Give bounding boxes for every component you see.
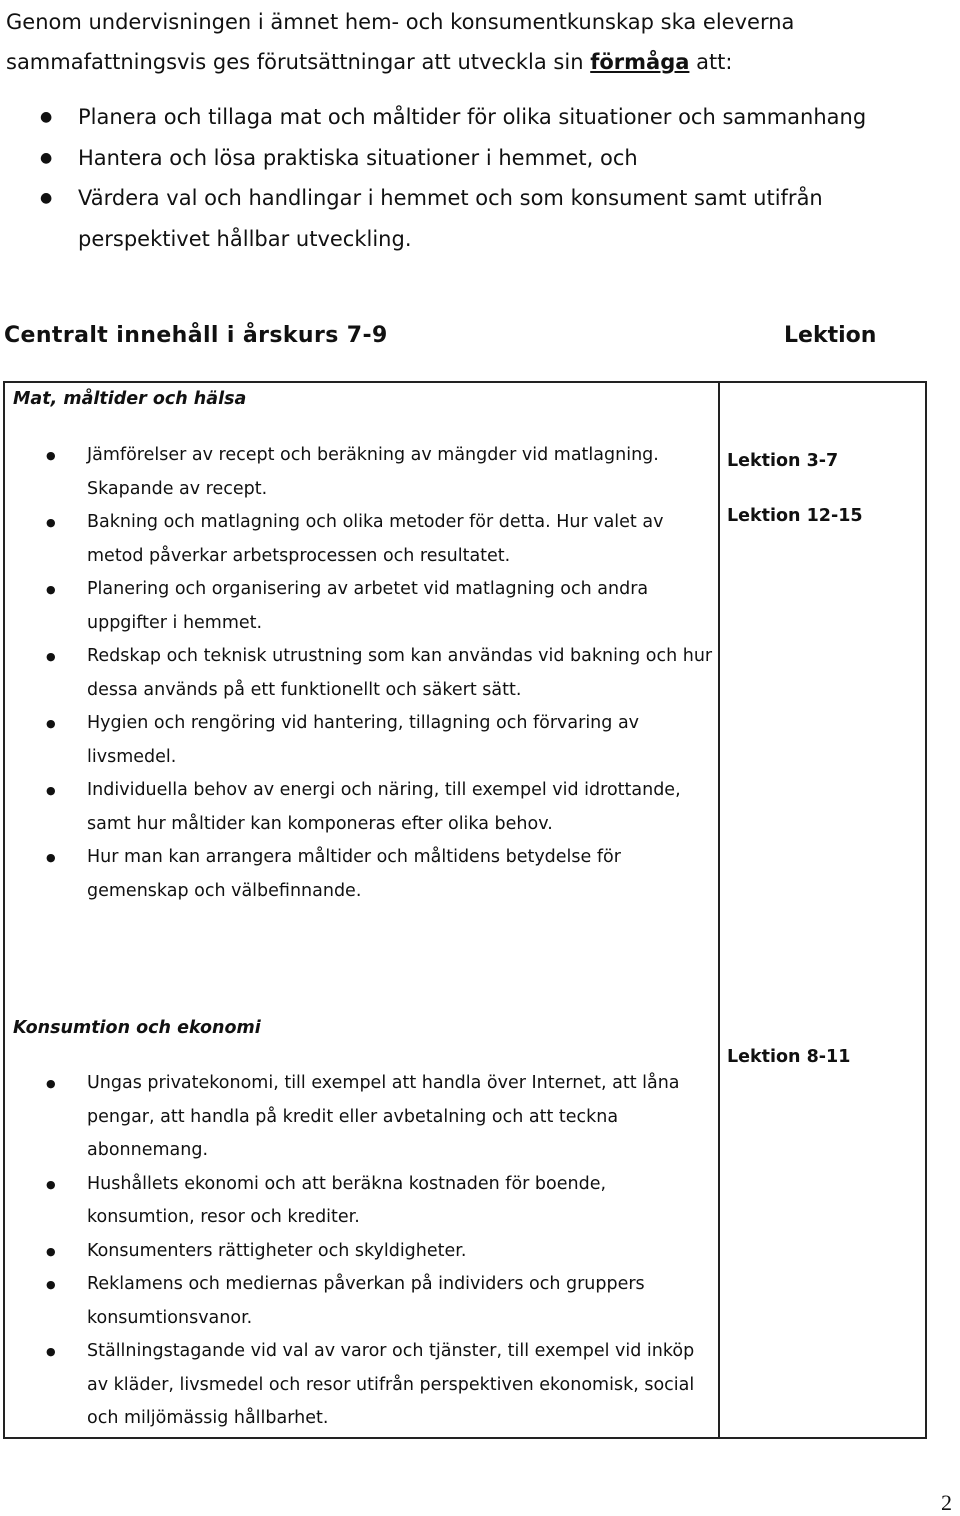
- ability-text: Värdera val och handlingar i hemmet och som konsument samt utifrån perspektivet hållbar utveckling.: [78, 186, 823, 251]
- section-list-food: [46, 439, 714, 908]
- list-item: [46, 506, 714, 573]
- list-item-text: Individuella behov av energi och näring, till exempel vid idrottande, samt hur måltider kan komponeras efter olika behov.: [87, 780, 681, 834]
- intro-emphasis: förmåga: [590, 50, 690, 74]
- content-heading: Centralt innehåll i årskurs 7-9: [4, 323, 388, 348]
- bullet-icon: ●: [46, 1177, 56, 1191]
- list-item: [46, 841, 714, 908]
- bullet-icon: ●: [40, 109, 53, 125]
- section-title-food: Mat, måltider och hälsa: [13, 389, 247, 409]
- bullet-icon: ●: [46, 784, 56, 797]
- list-item-text: Redskap och teknisk utrustning som kan användas vid bakning och hur dessa används på ett funktionellt och säkert sätt.: [87, 646, 713, 700]
- bullet-icon: ●: [46, 717, 56, 730]
- list-item-text: Planering och organisering av arbetet vid matlagning och andra uppgifter i hemmet.: [87, 579, 649, 633]
- list-item-text: Hushållets ekonomi och att beräkna kostnaden för boende, konsumtion, resor och krediter.: [87, 1173, 607, 1227]
- section-title-economy: Konsumtion och ekonomi: [13, 1018, 261, 1038]
- list-item: [46, 1168, 714, 1235]
- list-item: [40, 178, 950, 259]
- bullet-icon: ●: [46, 1244, 56, 1258]
- list-item-text: Jämförelser av recept och beräkning av mängder vid matlagning. Skapande av recept.: [87, 445, 659, 499]
- list-item-text: Ungas privatekonomi, till exempel att handla över Internet, att låna pengar, att handla på kredit eller avbetalning och att teckna abonnemang.: [87, 1073, 680, 1160]
- lesson-label: Lektion 8-11: [727, 1047, 851, 1067]
- column-divider: [718, 381, 720, 1439]
- bullet-icon: ●: [46, 1077, 56, 1090]
- intro-paragraph: [6, 2, 956, 82]
- list-item: [46, 1067, 714, 1168]
- bullet-icon: ●: [46, 449, 56, 462]
- bullet-icon: ●: [46, 1278, 56, 1291]
- page-number: 2: [941, 1490, 952, 1515]
- bullet-icon: ●: [46, 650, 56, 663]
- bullet-icon: ●: [40, 190, 53, 206]
- ability-text: Planera och tillaga mat och måltider för olika situationer och sammanhang: [78, 105, 867, 129]
- lesson-label: Lektion 3-7: [727, 451, 839, 471]
- abilities-list: [40, 97, 950, 259]
- lesson-label: Lektion 12-15: [727, 506, 863, 526]
- list-item: [46, 774, 714, 841]
- list-item-text: Reklamens och mediernas påverkan på individers och gruppers konsumtionsvanor.: [87, 1274, 645, 1328]
- list-item: [46, 573, 714, 640]
- ability-text: Hantera och lösa praktiska situationer i hemmet, och: [78, 145, 638, 170]
- bullet-icon: ●: [46, 583, 56, 596]
- list-item: [46, 640, 714, 707]
- list-item: [46, 1268, 714, 1335]
- list-item: [40, 97, 950, 138]
- list-item: [46, 1335, 714, 1436]
- bullet-icon: ●: [46, 851, 56, 864]
- list-item: [46, 1235, 714, 1269]
- list-item-text: Bakning och matlagning och olika metoder för detta. Hur valet av metod påverkar arbetsprocessen och resultatet.: [87, 512, 664, 566]
- list-item-text: Hur man kan arrangera måltider och måltidens betydelse för gemenskap och välbefinnande.: [87, 847, 621, 901]
- list-item: [46, 439, 714, 506]
- section-list-economy: [46, 1067, 714, 1436]
- list-item-text: Konsumenters rättigheter och skyldigheter.: [87, 1240, 467, 1261]
- list-item-text: Hygien och rengöring vid hantering, tillagning och förvaring av livsmedel.: [87, 713, 640, 767]
- intro-tail: att:: [689, 50, 733, 74]
- bullet-icon: ●: [46, 516, 56, 529]
- list-item: [46, 707, 714, 774]
- intro-lead: Genom undervisningen i ämnet hem- och konsumentkunskap ska eleverna sammafattningsvis ges förutsättningar att utveckla sin: [6, 10, 795, 74]
- bullet-icon: ●: [40, 149, 53, 166]
- lesson-heading: Lektion: [784, 323, 877, 348]
- list-item-text: Ställningstagande vid val av varor och tjänster, till exempel vid inköp av kläder, livsmedel och resor utifrån perspektiven ekonomisk, social och miljömässig hållbarhet.: [87, 1341, 695, 1428]
- list-item: [40, 138, 950, 179]
- bullet-icon: ●: [46, 1345, 56, 1358]
